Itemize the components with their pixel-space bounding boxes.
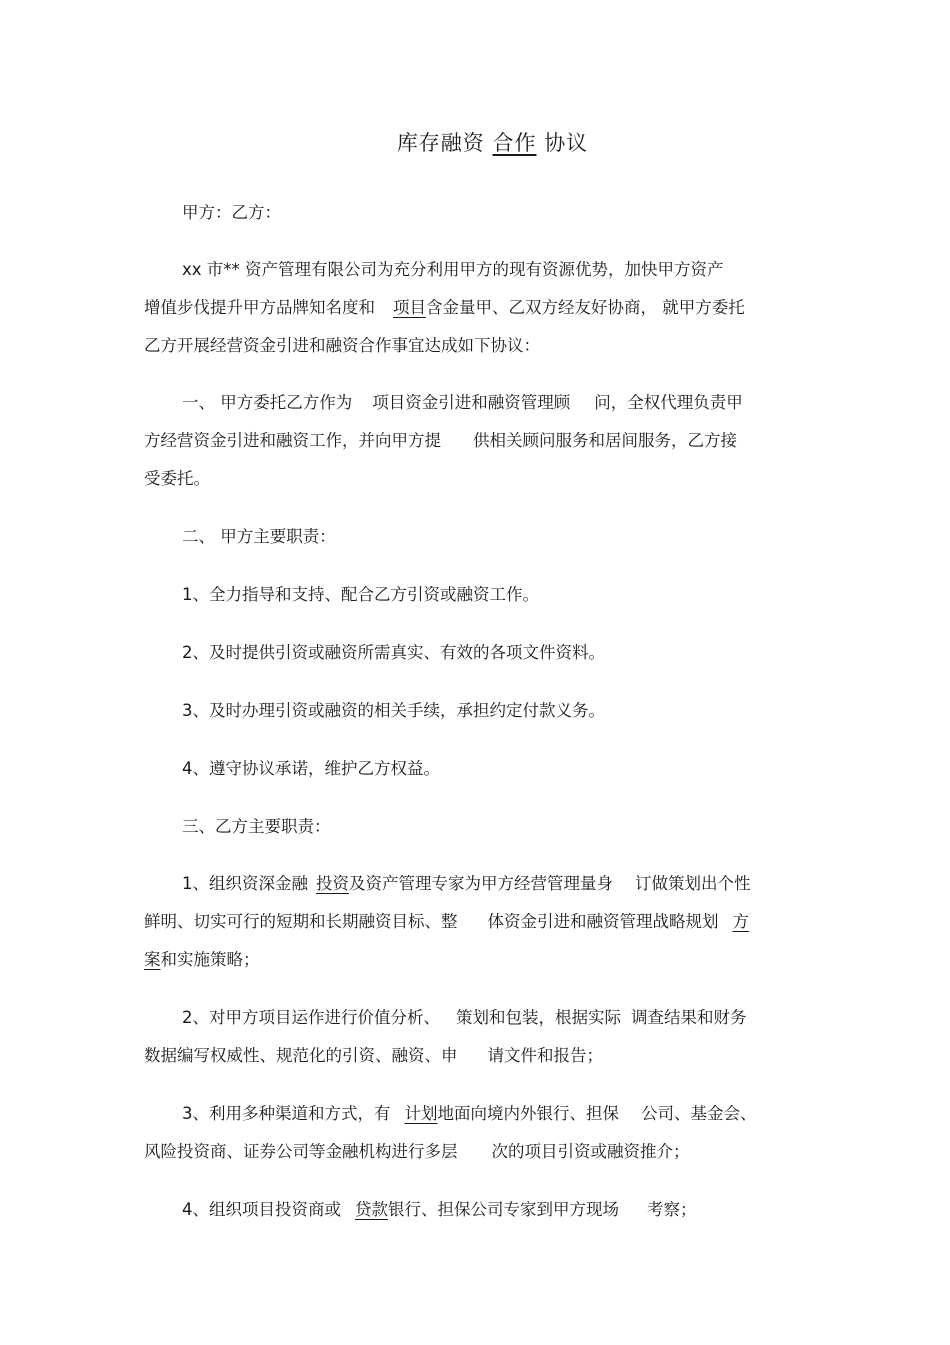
- section-1-line-2: 方经营资金引进和融资工作，并向甲方提 供相关顾问服务和居间服务，乙方接: [144, 431, 737, 450]
- section-2-item-3: 3、及时办理引资或融资的相关手续，承担约定付款义务。: [182, 701, 605, 720]
- section-2-heading: 二、 甲方主要职责：: [182, 527, 336, 546]
- parties-line: 甲方：乙方：: [182, 203, 281, 222]
- underlined-term: 方: [732, 912, 749, 931]
- underlined-term: 投资: [316, 874, 349, 893]
- intro-line-3: 乙方开展经营资金引进和融资合作事宜达成如下协议：: [144, 336, 540, 355]
- underlined-term: 贷款: [355, 1200, 388, 1219]
- intro-line-2: 增值步伐提升甲方品牌知名度和 项目含金量甲、乙双方经友好协商， 就甲方委托: [144, 298, 745, 317]
- section-3-item-4: 4、组织项目投资商或 贷款银行、担保公司专家到甲方现场 考察；: [182, 1200, 697, 1219]
- intro-paragraph: [144, 251, 816, 365]
- section-3-item-2: 2、对甲方项目运作进行价值分析、 策划和包装，根据实际 调查结果和财务 数据编写权威性、规范化的引资、融资、申 请文件和报告；: [144, 1008, 747, 1065]
- section-3-item-1: 1、组织资深金融 投资及资产管理专家为甲方经营管理量身 订做策划出个性 鲜明、切实可行的短期和长期融资目标、整 体资金引进和融资管理战略规划 方 案和实施策略；: [144, 874, 751, 969]
- section-1-paragraph: [144, 384, 816, 498]
- section-3-heading: 三、乙方主要职责：: [182, 817, 331, 836]
- title-part-3: 协议: [544, 131, 589, 155]
- intro-line-1: xx 市** 资产管理有限公司为充分利用甲方的现有资源优势，加快甲方资产: [182, 260, 724, 279]
- section-2-item-1: 1、全力指导和支持、配合乙方引资或融资工作。: [182, 585, 539, 604]
- section-1-line-3: 受委托。: [144, 469, 210, 488]
- underlined-term: 计划: [404, 1104, 438, 1123]
- section-2-item-2: 2、及时提供引资或融资所需真实、有效的各项文件资料。: [182, 643, 605, 662]
- section-3-item-3: 3、利用多种渠道和方式，有 计划地面向境内外银行、担保 公司、基金会、 风险投资商、证券公司等金融机构进行多层 次的项目引资或融资推介；: [144, 1104, 757, 1161]
- section-2-item-4: 4、遵守协议承诺，维护乙方权益。: [182, 759, 440, 778]
- document-title: [0, 127, 950, 157]
- title-part-1: 库存融资: [396, 131, 485, 155]
- underlined-term: 案: [144, 950, 161, 969]
- title-underlined-word: 合作: [492, 131, 537, 155]
- section-1-line-1: 一、 甲方委托乙方作为 项目资金引进和融资管理顾 问，全权代理负责甲: [182, 393, 743, 412]
- underlined-term: 项目: [393, 298, 426, 317]
